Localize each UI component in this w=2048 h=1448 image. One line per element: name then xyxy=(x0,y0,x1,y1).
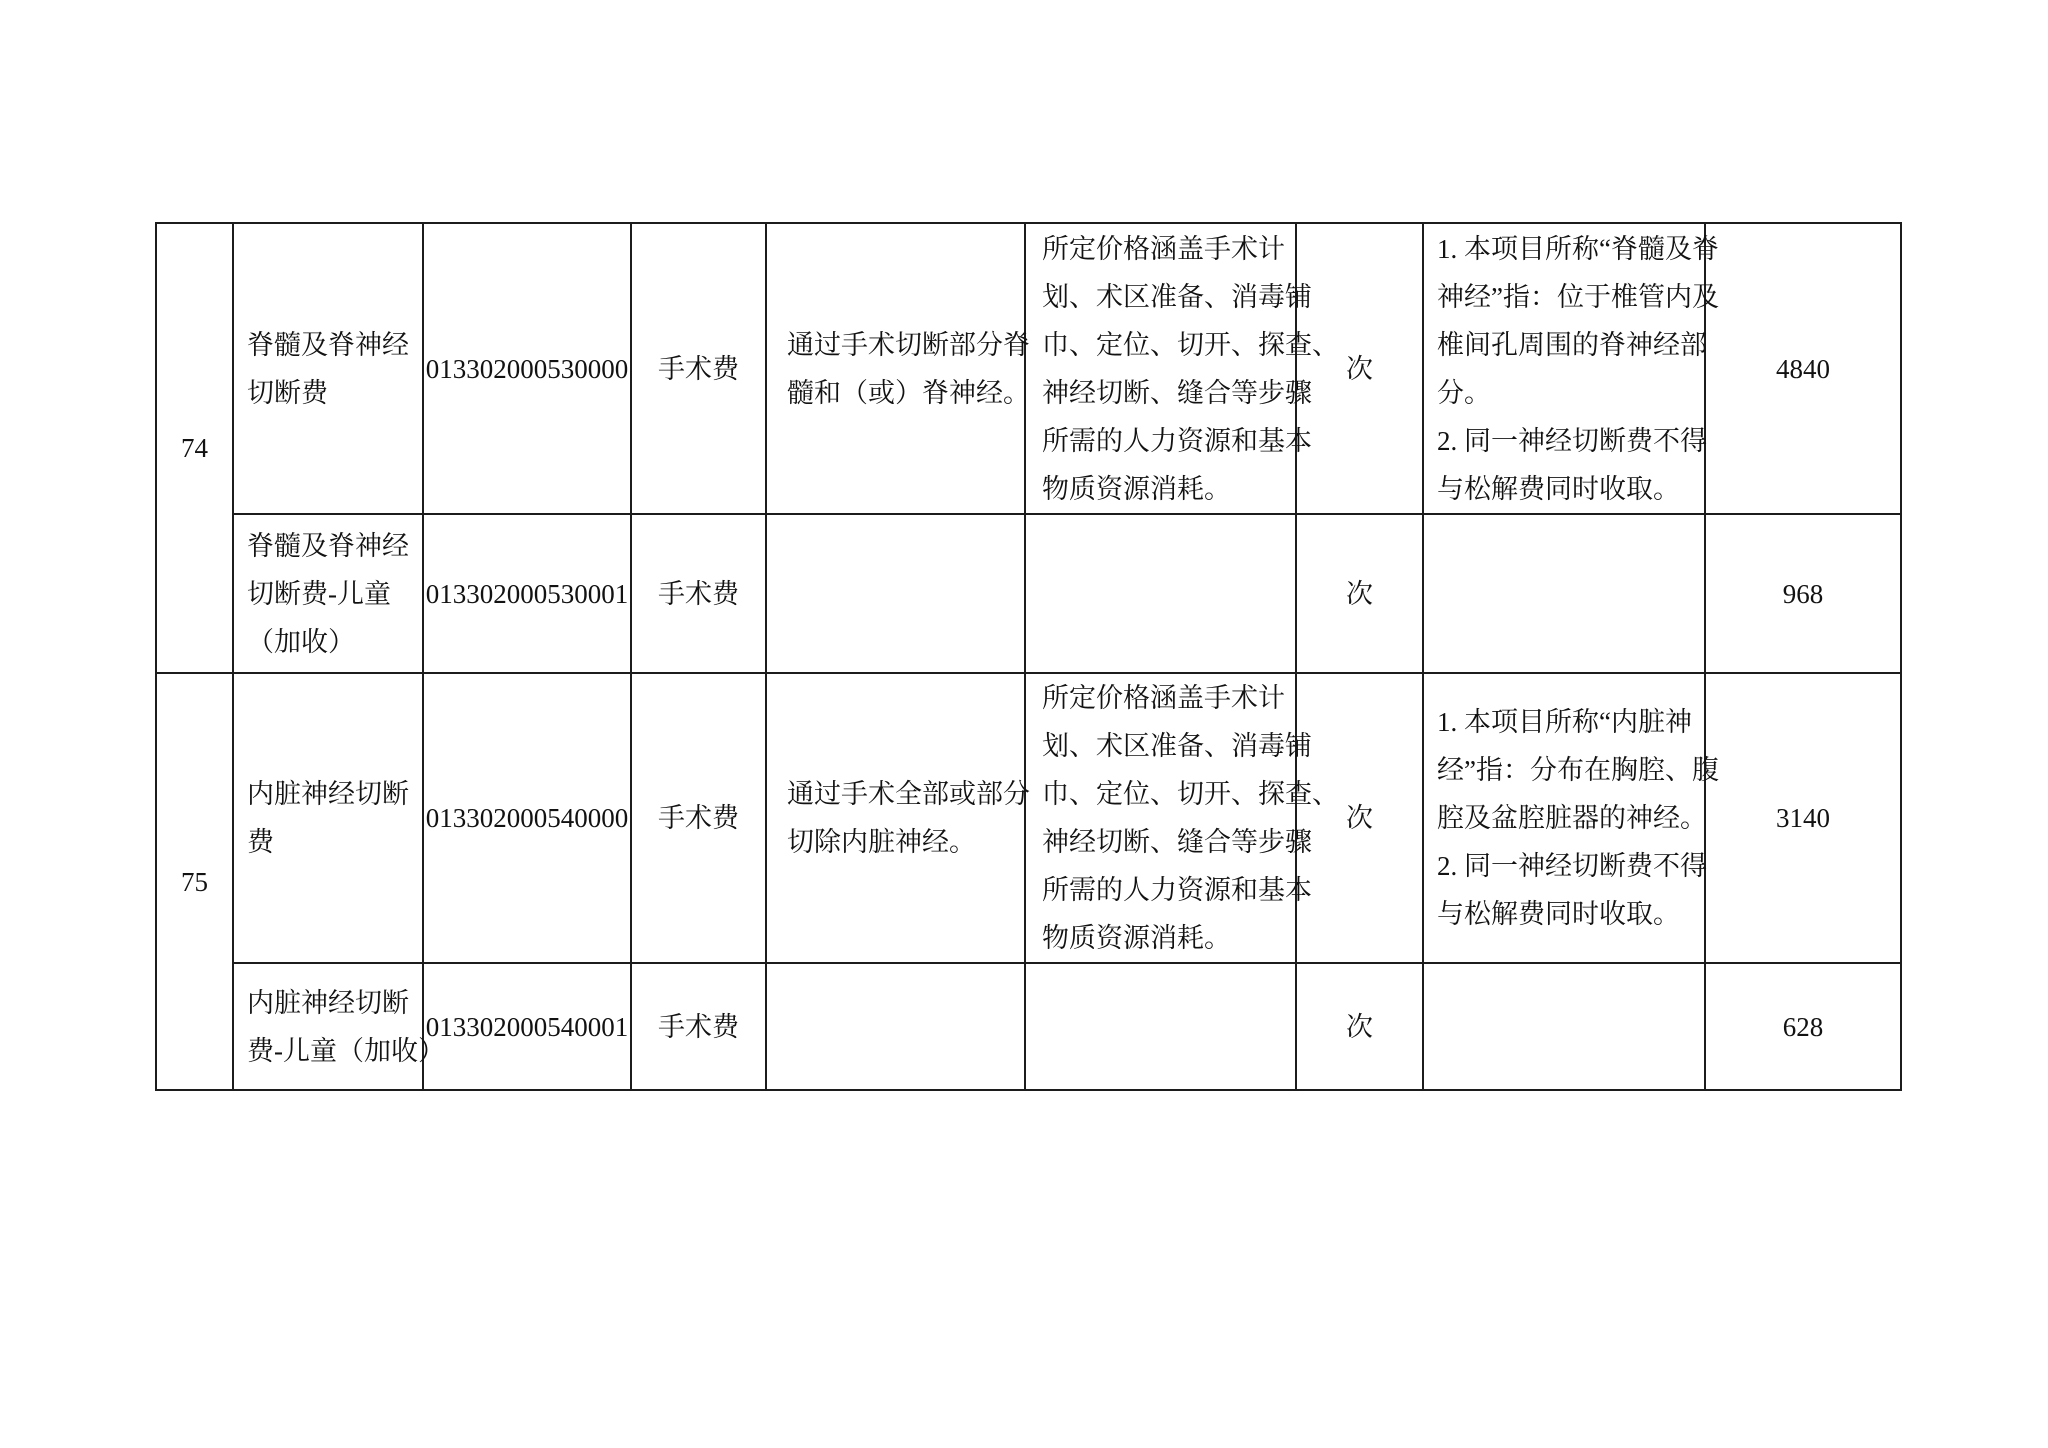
row-index-cell: 74 xyxy=(156,223,233,673)
table-row xyxy=(156,223,1901,514)
item-code-cell: 013302000540000 xyxy=(423,673,631,963)
item-code-cell: 013302000530000 xyxy=(423,223,631,514)
table-row xyxy=(156,963,1901,1090)
unit-cell: 次 xyxy=(1296,514,1423,673)
item-name-cell: 内脏神经切断 费 xyxy=(233,673,423,963)
fee-table-container xyxy=(155,222,1902,1091)
item-description-cell: 通过手术全部或部分 切除内脏神经。 xyxy=(766,673,1025,963)
notes-cell xyxy=(1423,963,1705,1090)
price-coverage-cell xyxy=(1025,963,1296,1090)
price-cell: 968 xyxy=(1705,514,1901,673)
price-cell: 3140 xyxy=(1705,673,1901,963)
price-cell: 4840 xyxy=(1705,223,1901,514)
fee-category-cell: 手术费 xyxy=(631,223,766,514)
unit-cell: 次 xyxy=(1296,673,1423,963)
fee-category-cell: 手术费 xyxy=(631,514,766,673)
item-name-cell: 内脏神经切断 费-儿童（加收） xyxy=(233,963,423,1090)
item-name-cell: 脊髓及脊神经 切断费 xyxy=(233,223,423,514)
item-description-cell xyxy=(766,963,1025,1090)
notes-cell xyxy=(1423,514,1705,673)
price-coverage-cell: 所定价格涵盖手术计 划、术区准备、消毒铺 巾、定位、切开、探查、 神经切断、缝合等步骤 所需的人力资源和基本 物质资源消耗。 xyxy=(1025,223,1296,514)
fee-category-cell: 手术费 xyxy=(631,673,766,963)
price-coverage-cell xyxy=(1025,514,1296,673)
item-description-cell xyxy=(766,514,1025,673)
notes-cell: 1. 本项目所称“脊髓及脊 神经”指：位于椎管内及 椎间孔周围的脊神经部 分。 2. 同一神经切断费不得 与松解费同时收取。 xyxy=(1423,223,1705,514)
unit-cell: 次 xyxy=(1296,223,1423,514)
item-name-cell: 脊髓及脊神经 切断费-儿童 （加收） xyxy=(233,514,423,673)
table-row xyxy=(156,514,1901,673)
row-index-cell: 75 xyxy=(156,673,233,1090)
item-code-cell: 013302000540001 xyxy=(423,963,631,1090)
price-coverage-cell: 所定价格涵盖手术计 划、术区准备、消毒铺 巾、定位、切开、探查、 神经切断、缝合等步骤 所需的人力资源和基本 物质资源消耗。 xyxy=(1025,673,1296,963)
fee-table xyxy=(155,222,1902,1091)
item-description-cell: 通过手术切断部分脊 髓和（或）脊神经。 xyxy=(766,223,1025,514)
notes-cell: 1. 本项目所称“内脏神 经”指：分布在胸腔、腹 腔及盆腔脏器的神经。 2. 同一神经切断费不得 与松解费同时收取。 xyxy=(1423,673,1705,963)
table-row xyxy=(156,673,1901,963)
item-code-cell: 013302000530001 xyxy=(423,514,631,673)
fee-category-cell: 手术费 xyxy=(631,963,766,1090)
unit-cell: 次 xyxy=(1296,963,1423,1090)
price-cell: 628 xyxy=(1705,963,1901,1090)
